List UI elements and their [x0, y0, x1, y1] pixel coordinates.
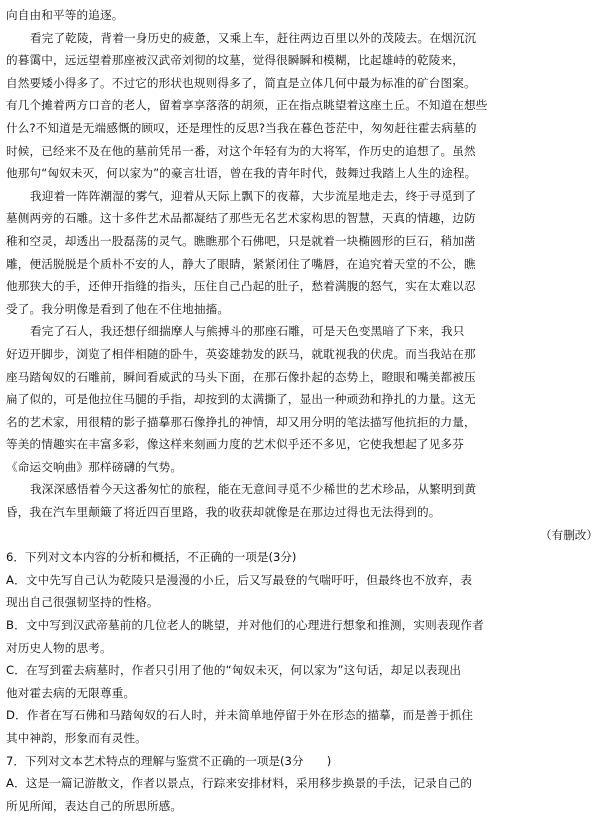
option-b-line-1[interactable]: B．文中写到汉武帝墓前的几位老人的眺望，并对他们的心理进行想象和推测，实则表现作者	[6, 618, 484, 633]
question-stem: 6．下列对文本内容的分析和概括，不正确的一项是(3分)	[6, 550, 297, 565]
passage-line: 他那句“匈奴未灭，何以家为”的豪言壮语，曾在我的青年时代，鼓舞过我踏上人生的途程。	[6, 166, 477, 181]
passage-line: 时候，已经来不及在他的墓前凭吊一番，对这个年轻有为的大将军，作历史的追想了。虽然	[6, 143, 476, 158]
option-a-line-2: 所见所闻，表达自己的所思所感。	[6, 798, 183, 813]
question-7	[6, 750, 606, 817]
passage-line: 等美的情趣实在丰富多彩，像这样来刻画力度的艺术似乎还不多见，它使我想起了见多芬	[6, 437, 465, 452]
passage-line: 受了。我分明像是看到了他在不住地抽搐。	[6, 301, 230, 316]
passage-line: 扁了似的，可是他拉住马腿的手指，却按到的太满撕了，显出一种顽劲和挣扎的力量。这无	[6, 392, 476, 407]
passage-line: 稚和空灵，却透出一股磊荡的灵气。瞧瞧那个石佛吧，只是就着一块椭圆形的巨石，稍加凿	[6, 233, 476, 248]
option-c-line-2: 他对霍去病的无限尊重。	[6, 685, 136, 700]
passage-line: 《命运交响曲》那样磅礴的气势。	[6, 459, 183, 474]
option-c-line-1[interactable]: C．在写到霍去病墓时，作者只引用了他的“匈奴未灭，何以家为”这句话，却足以表现出	[6, 663, 462, 678]
question-stem: 7．下列对文本艺术特点的理解与鉴赏不正确的一项是(3分 )	[6, 753, 332, 768]
passage	[6, 4, 606, 546]
passage-line: 名的艺术家，用很精的影子描摹那石像挣扎的神情，却又用分明的笔法描写他抗拒的力量，	[6, 414, 476, 429]
passage-line: 座马踏匈奴的石雕前，瞬间看威武的马头下面，在那石像扑起的态势上，瞪眼和嘴美都被压	[6, 369, 476, 384]
passage-line: 雕，便活脱脱是个质朴不安的人，静大了眼睛，紧紧闭住了嘴唇，在追究着天堂的不公，瞧	[6, 256, 476, 271]
source-note: （有删改）	[540, 527, 598, 542]
passage-line: 墓侧两旁的石雕。这十多件艺术品都凝结了那些无名艺术家构思的智慧，天真的情趣，边防	[6, 211, 476, 226]
passage-line: 昏，我在汽车里颠簸了将近四百里路，我的收获却就像是在那边过得也无法得到的。	[6, 505, 441, 520]
passage-line: 自然要矮小得多了。不过它的形状也规则得多了，简直是立体几何中最为标准的矿台图案。	[6, 75, 476, 90]
passage-line: 什么?不知道是无端感慨的顾叹，还是理性的反思?当我在暮色苍茫中，匆匆赶往霍去病墓的	[6, 120, 477, 135]
passage-line: 我深深感悟着今天这番匆忙的旅程，能在无意间寻觅不少稀世的艺术珍品，从繁明到黄	[30, 482, 477, 497]
option-a-line-2: 现出自己很强韧坚持的性格。	[6, 595, 159, 610]
passage-line: 看完了石人，我还想仔细揣摩人与熊搏斗的那座石雕，可是天色变黑暗了下来，我只	[30, 324, 465, 339]
passage-line: 他那狭大的手，还伸开指缝的指头，压住自己凸起的肚子，愁着满腹的怒气，实在太难以忍	[6, 279, 476, 294]
option-d-line-2: 其中神韵，形象而有灵性。	[6, 731, 147, 745]
passage-line: 向自由和平等的追逐。	[6, 8, 124, 22]
passage-line: 有几个摊着两方口音的老人，留着享享落落的胡须，正在指点眺望着这座土丘。不知道在想些	[6, 98, 488, 113]
option-b-line-2: 对历史人物的思考。	[6, 640, 112, 655]
passage-line: 好迈开脚步，浏览了相伴相随的卧牛，英姿雄勃发的跃马，就耽视我的伏虎。而当我站在那	[6, 346, 476, 361]
option-d-line-1[interactable]: D．作者在写石佛和马踏匈奴的石人时，并未简单地停留于外在形态的描摹，而是善于抓住	[6, 708, 474, 723]
passage-line: 看完了乾陵，背着一身历史的疲惫，又乘上车，赶往两边百里以外的茂陵去。在烟沉沉	[30, 30, 477, 45]
option-a-line-1[interactable]: A．这是一篇记游散文，作者以景点，行踪来安排材料，采用移步换景的手法，记录自己的	[6, 776, 473, 791]
option-a-line-1[interactable]: A．文中先写自己认为乾陵只是漫漫的小丘，后又写最登的气喘吁吁，但最终也不放弃，表	[6, 572, 473, 587]
passage-line: 的暮霭中，远远望着那座被汉武帝刘彻的坟墓，觉得很瞬瞬和模糊，比起雄峙的乾陵来，	[6, 53, 465, 68]
question-6	[6, 546, 606, 749]
passage-line: 我迎着一阵阵潮湿的雾气，迎着从天际上飘下的夜幕，大步流星地走去，终于寻觅到了	[30, 188, 477, 203]
